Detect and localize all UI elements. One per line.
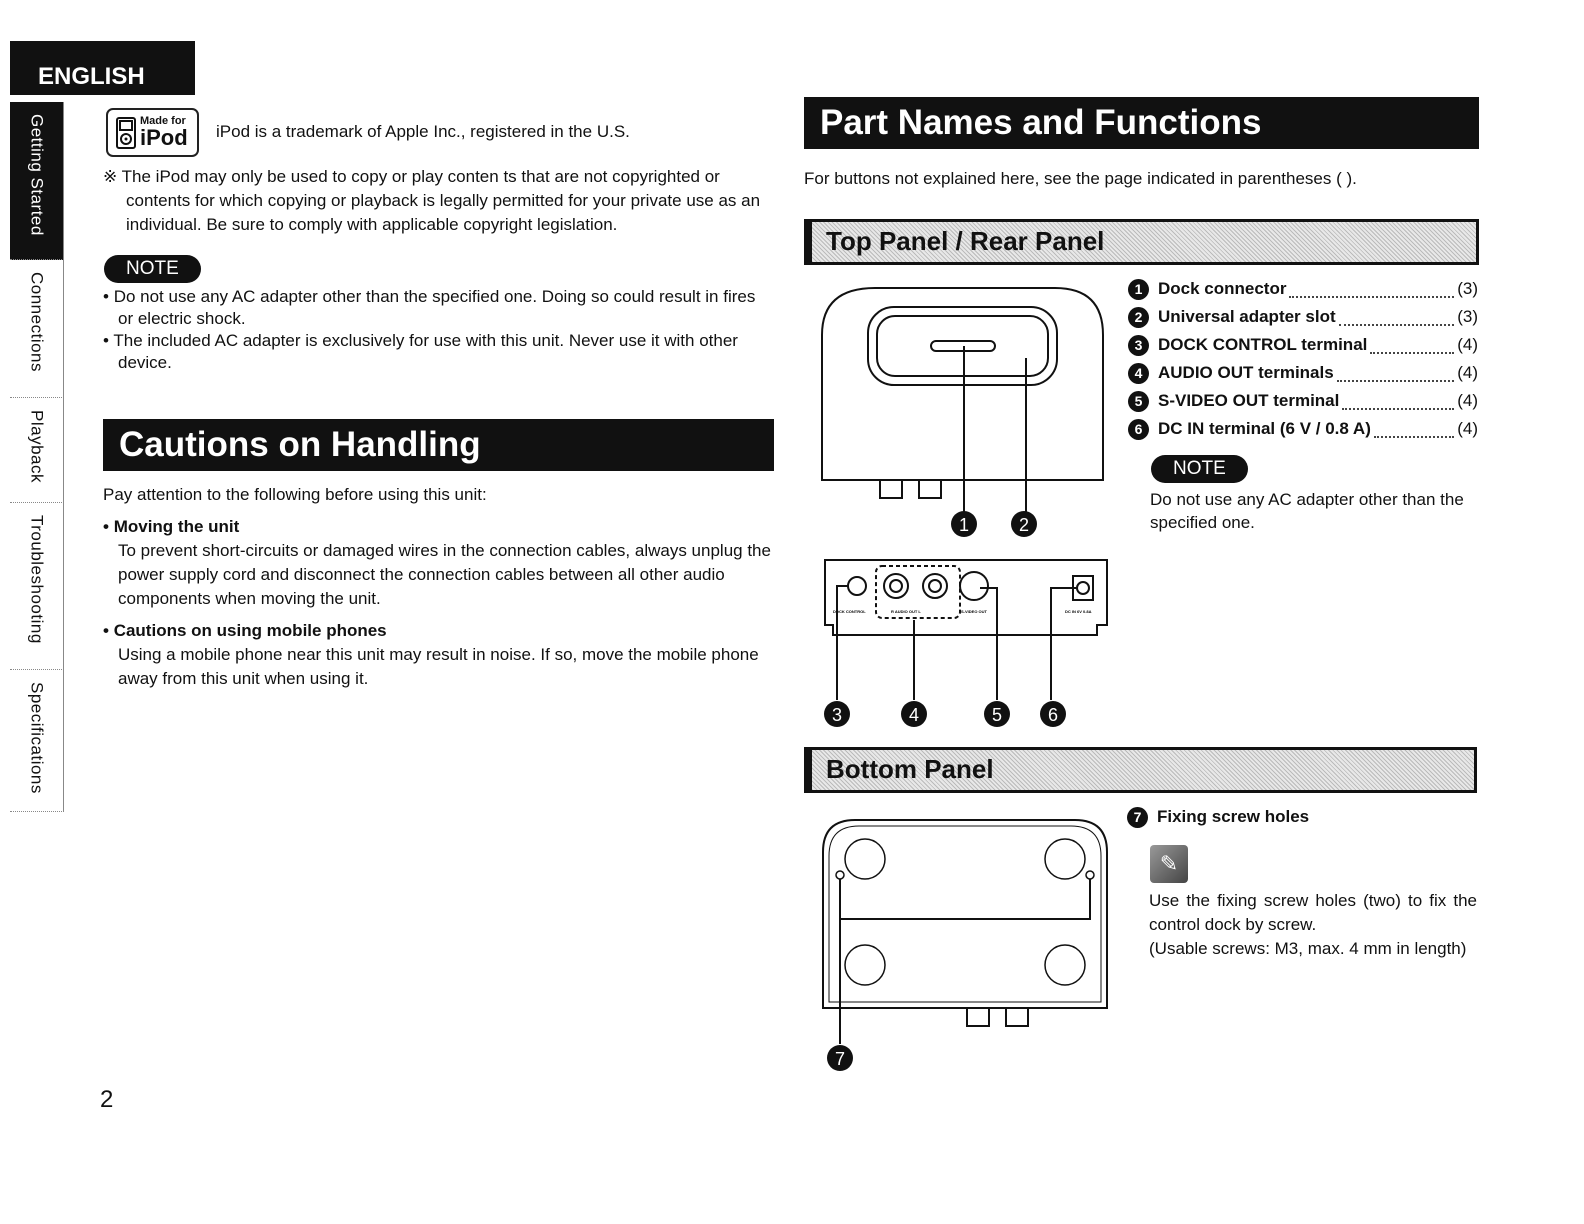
tab-label: Connections (27, 272, 47, 373)
rear-label: DOCK CONTROL (833, 609, 866, 614)
sidebar-tab-getting-started[interactable] (10, 102, 64, 260)
part-item: 2 Universal adapter slot (3) (1128, 303, 1478, 331)
top-rear-panel-heading: Top Panel / Rear Panel (804, 219, 1479, 265)
rear-label: R AUDIO OUT L (891, 609, 921, 614)
part-item: 5 S-VIDEO OUT terminal (4) (1128, 387, 1478, 415)
caution-heading: • Moving the unit (103, 515, 775, 539)
part-item: 4 AUDIO OUT terminals (4) (1128, 359, 1478, 387)
tab-label: Playback (27, 410, 47, 483)
tab-label: Getting Started (27, 114, 47, 236)
note-badge: NOTE (1151, 455, 1248, 483)
caution-text: Using a mobile phone near this unit may result in noise. If so, move the mobile phone away from this unit when using it. (118, 645, 759, 688)
svg-text:7: 7 (834, 1049, 846, 1069)
sidebar-tab-troubleshooting[interactable] (10, 503, 64, 670)
rear-label: S-VIDEO OUT (961, 609, 988, 614)
pencil-icon: ✎ (1150, 845, 1188, 883)
sidebar-tab-specifications[interactable] (10, 670, 64, 812)
parts-note-text: Do not use any AC adapter other than the specified one. (1150, 490, 1464, 532)
logo-text: iPod (140, 125, 188, 150)
bottom-panel-diagram (815, 812, 1115, 1077)
tab-label: Troubleshooting (27, 515, 47, 644)
callout-7 (827, 1045, 853, 1071)
bottom-panel-heading: Bottom Panel (804, 747, 1477, 793)
logo-text: Made for (140, 115, 186, 127)
caution-text: To prevent short-circuits or damaged wires in the connection cables, always unplug the power supply cord and disconnect the connection cables between all other audio components when moving the unit. (118, 541, 771, 608)
part-item: 3 DOCK CONTROL terminal (4) (1128, 331, 1478, 359)
svg-text:2: 2 (1018, 515, 1030, 535)
tab-label: Specifications (27, 682, 47, 794)
svg-text:4: 4 (908, 705, 920, 725)
made-for-ipod-logo (106, 108, 199, 157)
callout-2 (1011, 511, 1037, 537)
svg-text:5: 5 (991, 705, 1003, 725)
callout-4 (901, 701, 927, 727)
callout-1 (951, 511, 977, 537)
note-item: • Do not use any AC adapter other than the specified one. Doing so could result in fires or electric shock. (103, 286, 775, 330)
copyright-note: ※ The iPod may only be used to copy or play conten ts that are not copyrighted or contents for which copying or playback is legally permitted for your private use as an individual. Be sure to comply with applicable copyright legislation. (103, 167, 761, 234)
parts-heading: Part Names and Functions (804, 97, 1479, 149)
cautions-list (103, 515, 775, 691)
parts-intro: For buttons not explained here, see the page indicated in parentheses ( ). (804, 169, 1357, 188)
part-item: 6 DC IN terminal (6 V / 0.8 A) (4) (1128, 415, 1478, 443)
svg-text:3: 3 (831, 705, 843, 725)
bottom-part-item (1127, 803, 1309, 831)
callout-3 (824, 701, 850, 727)
rear-label: DC IN 6V 0.8A (1065, 609, 1092, 614)
svg-text:6: 6 (1047, 705, 1059, 725)
part-item: 1 Dock connector (3) (1128, 275, 1478, 303)
parts-list (1128, 275, 1478, 443)
notes-list (103, 286, 775, 374)
part-item: 7 Fixing screw holes (1127, 803, 1309, 831)
sidebar-tab-playback[interactable] (10, 398, 64, 503)
cautions-heading: Cautions on Handling (103, 419, 774, 471)
cautions-intro: Pay attention to the following before using this unit: (103, 485, 487, 504)
caution-heading: • Cautions on using mobile phones (103, 619, 775, 643)
callout-5 (984, 701, 1010, 727)
ipod-icon (116, 117, 136, 149)
page-number: 2 (100, 1086, 114, 1113)
trademark-text: iPod is a trademark of Apple Inc., registered in the U.S. (216, 122, 630, 141)
language-tab: ENGLISH (10, 41, 195, 95)
sidebar-tab-connections[interactable] (10, 260, 64, 398)
note-badge: NOTE (104, 255, 201, 283)
top-rear-panel-diagram (815, 280, 1115, 740)
svg-text:1: 1 (958, 515, 970, 535)
bottom-text: Use the fixing screw holes (two) to fix the control dock by screw. (Usable screws: M3, max. 4 mm in length) (1149, 891, 1477, 958)
note-item: • The included AC adapter is exclusively for use with this unit. Never use it with other device. (103, 330, 775, 374)
callout-6 (1040, 701, 1066, 727)
